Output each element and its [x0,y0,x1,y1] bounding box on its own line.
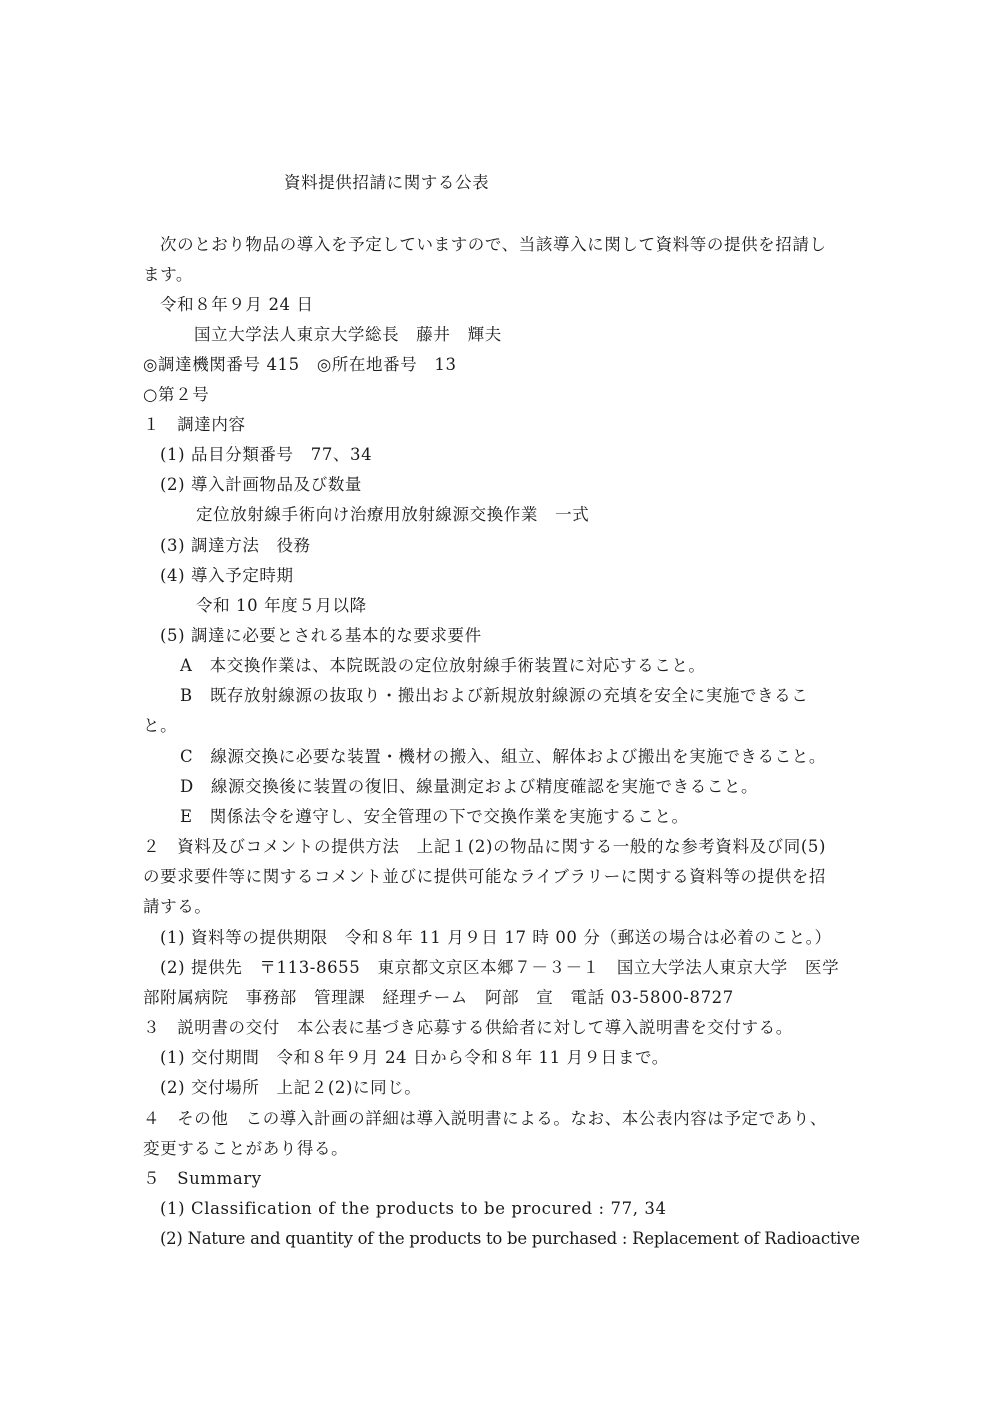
section-4-line-2: 変更することがあり得る。 [143,1139,349,1158]
intro-line-1: 次のとおり物品の導入を予定していますので、当該導入に関して資料等の提供を招請し [160,235,827,254]
requirement-b-continued: と。 [143,716,178,735]
requirement-a: A 本交換作業は、本院既設の定位放射線手術装置に対応すること。 [180,656,706,675]
section-2-line-2: の要求要件等に関するコメント並びに提供可能なライブラリーに関する資料等の提供を招 [143,867,827,886]
requirement-e: E 関係法令を遵守し、安全管理の下で交換作業を実施すること。 [180,807,689,826]
section-2-item-2-continued: 部附属病院 事務部 管理課 経理チーム 阿部 宣 電話 03-5800-8727 [143,988,734,1007]
section-4-line-1: ４ その他 この導入計画の詳細は導入説明書による。なお、本公表内容は予定であり、 [143,1109,827,1128]
section-1-heading: １ 調達内容 [143,415,246,434]
section-1-item-2-detail: 定位放射線手術向け治療用放射線源交換作業 一式 [196,505,590,524]
issuer-line: 国立大学法人東京大学総長 藤井 輝夫 [194,325,502,344]
section-1-item-1: (1) 品目分類番号 77、34 [160,445,373,464]
date-line: 令和８年９月 24 日 [160,295,314,314]
requirement-c: C 線源交換に必要な装置・機材の搬入、組立、解体および搬出を実施できること。 [180,747,826,766]
section-1-item-4-detail: 令和 10 年度５月以降 [196,596,367,615]
section-2-item-1: (1) 資料等の提供期限 令和８年 11 月９日 17 時 00 分（郵送の場合は必着のこと。） [160,928,832,947]
section-1-item-5: (5) 調達に必要とされる基本的な要求要件 [160,626,482,645]
summary-item-2: (2) Nature and quantity of the products to be purchased : Replacement of Radioactive [160,1229,860,1248]
section-1-item-2: (2) 導入計画物品及び数量 [160,475,363,494]
section-3-item-1: (1) 交付期間 令和８年９月 24 日から令和８年 11 月９日まで。 [160,1048,669,1067]
section-1-item-3: (3) 調達方法 役務 [160,536,311,555]
requirement-d: D 線源交換後に装置の復旧、線量測定および精度確認を実施できること。 [180,777,759,796]
section-1-item-4: (4) 導入予定時期 [160,566,294,585]
section-2-item-2: (2) 提供先 〒113-8655 東京都文京区本郷７－３－１ 国立大学法人東京大学 医学 [160,958,840,977]
item-number-line: ○第２号 [143,385,210,404]
section-2-line-3: 請する。 [143,897,212,916]
agency-number-line: ◎調達機関番号 415 ◎所在地番号 13 [143,355,457,374]
summary-item-1: (1) Classification of the products to be procured : 77, 34 [160,1199,667,1218]
requirement-b: B 既存放射線源の抜取り・搬出および新規放射線源の充填を安全に実施できるこ [180,686,809,705]
section-3-heading: ３ 説明書の交付 本公表に基づき応募する供給者に対して導入説明書を交付する。 [143,1018,793,1037]
section-5-heading: ５ Summary [143,1169,262,1188]
section-2-line-1: ２ 資料及びコメントの提供方法 上記１(2)の物品に関する一般的な参考資料及び同(5) [143,837,827,856]
intro-line-2: ます。 [143,265,193,284]
section-3-item-2: (2) 交付場所 上記２(2)に同じ。 [160,1078,422,1097]
document-title: 資料提供招請に関する公表 [284,173,490,192]
